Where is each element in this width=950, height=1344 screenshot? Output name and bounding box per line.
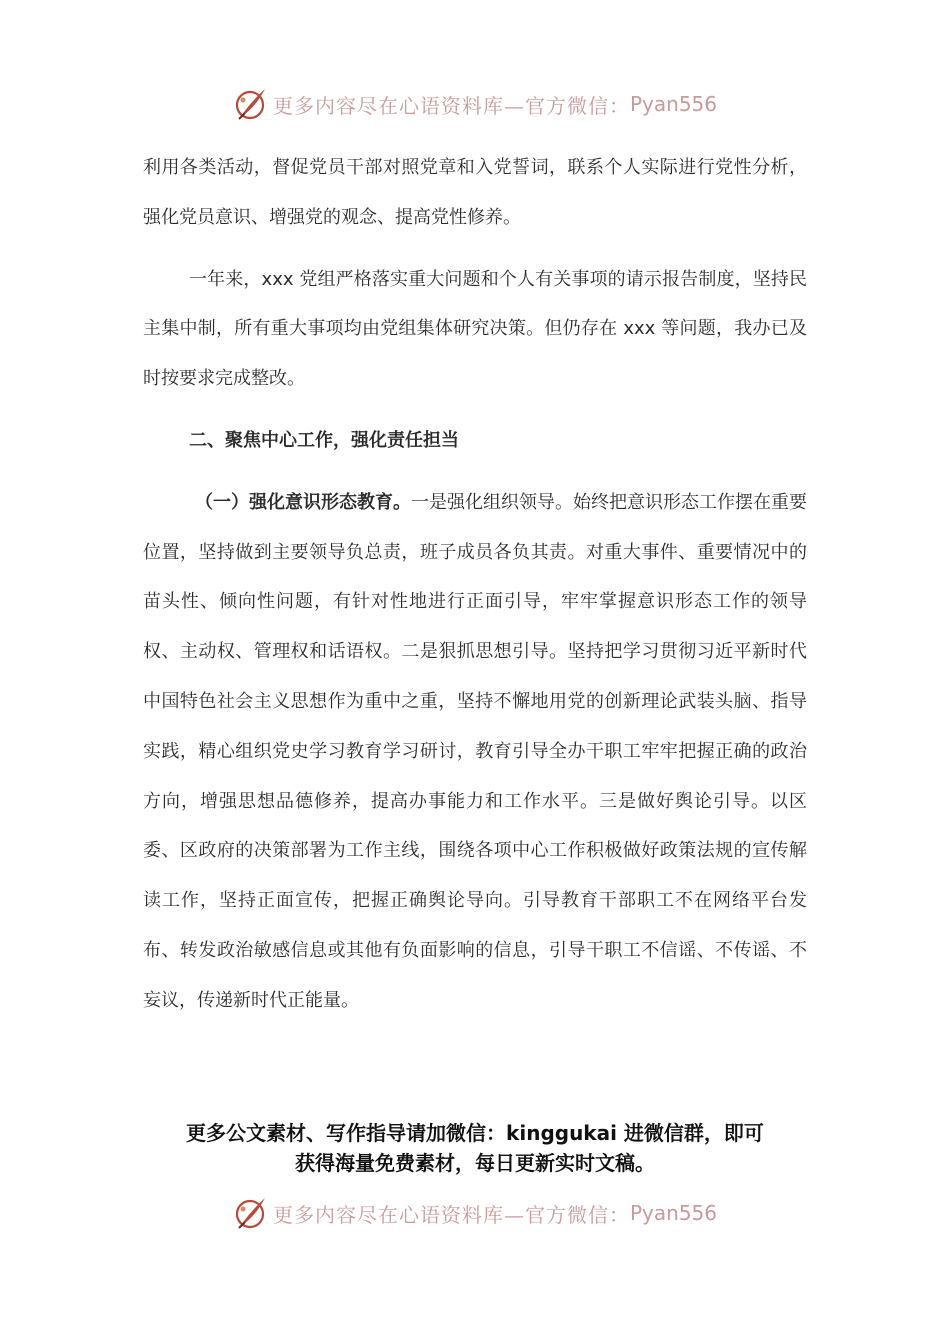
footer-note-line-2: 获得海量免费素材，每日更新实时文稿。 [295, 1151, 655, 1175]
footer-banner [0, 1193, 950, 1233]
section-1-title: （一）强化意识形态教育。 [195, 491, 411, 513]
footer-note-line-1: 更多公文素材、写作指导请加微信：kinggukai 进微信群，即可 [186, 1121, 764, 1145]
section-1-paragraph [143, 478, 807, 1026]
quill-pen-logo-icon [233, 86, 269, 122]
banner-handle: Pyan556 [629, 92, 717, 116]
section-heading: 二、聚焦中心工作，强化责任担当 [189, 429, 459, 451]
header-banner [0, 84, 950, 124]
document-body [143, 143, 807, 1026]
footer-note [120, 1118, 830, 1178]
quill-pen-logo-icon [233, 1195, 269, 1231]
section-1-text: 一是强化组织领导。始终把意识形态工作摆在重要位置，坚持做到主要领导负总责，班子成员各负其责。对重大事件、重要情况中的苗头性、倾向性问题，有针对性地进行正面引导，牢牢掌握意识形态工作的领导权、主动权、管理权和话语权。二是狠抓思想引导。坚持把学习贯彻习近平新时代中国特色社会主义思想作为重中之重，坚持不懈地用党的创新理论武装头脑、指导实践，精心组织党史学习教育学习研讨，教育引导全办干职工牢牢把握正确的政治方向，增强思想品德修养，提高办事能力和工作水平。三是做好舆论引导。以区委、区政府的决策部署为工作主线，围绕各项中心工作积极做好政策法规的宣传解读工作，坚持正面宣传，把握正确舆论导向。引导教育干部职工不在网络平台发布、转发政治敏感信息或其他有负面影响的信息，引导干职工不信谣、不传谣、不妄议，传递新时代正能量。 [143, 491, 807, 1011]
paragraph-1: 利用各类活动，督促党员干部对照党章和入党誓词，联系个人实际进行党性分析，强化党员意识、增强党的观念、提高党性修养。 [143, 157, 807, 228]
banner-text: 更多内容尽在心语资料库—官方微信： [272, 1202, 630, 1227]
banner-text: 更多内容尽在心语资料库—官方微信： [272, 93, 630, 118]
paragraph-2: 一年来，xxx 党组严格落实重大问题和个人有关事项的请示报告制度，坚持民主集中制，所有重大事项均由党组集体研究决策。但仍存在 xxx 等问题，我办已及时按要求完成整改。 [143, 268, 807, 390]
banner-handle: Pyan556 [629, 1201, 717, 1225]
